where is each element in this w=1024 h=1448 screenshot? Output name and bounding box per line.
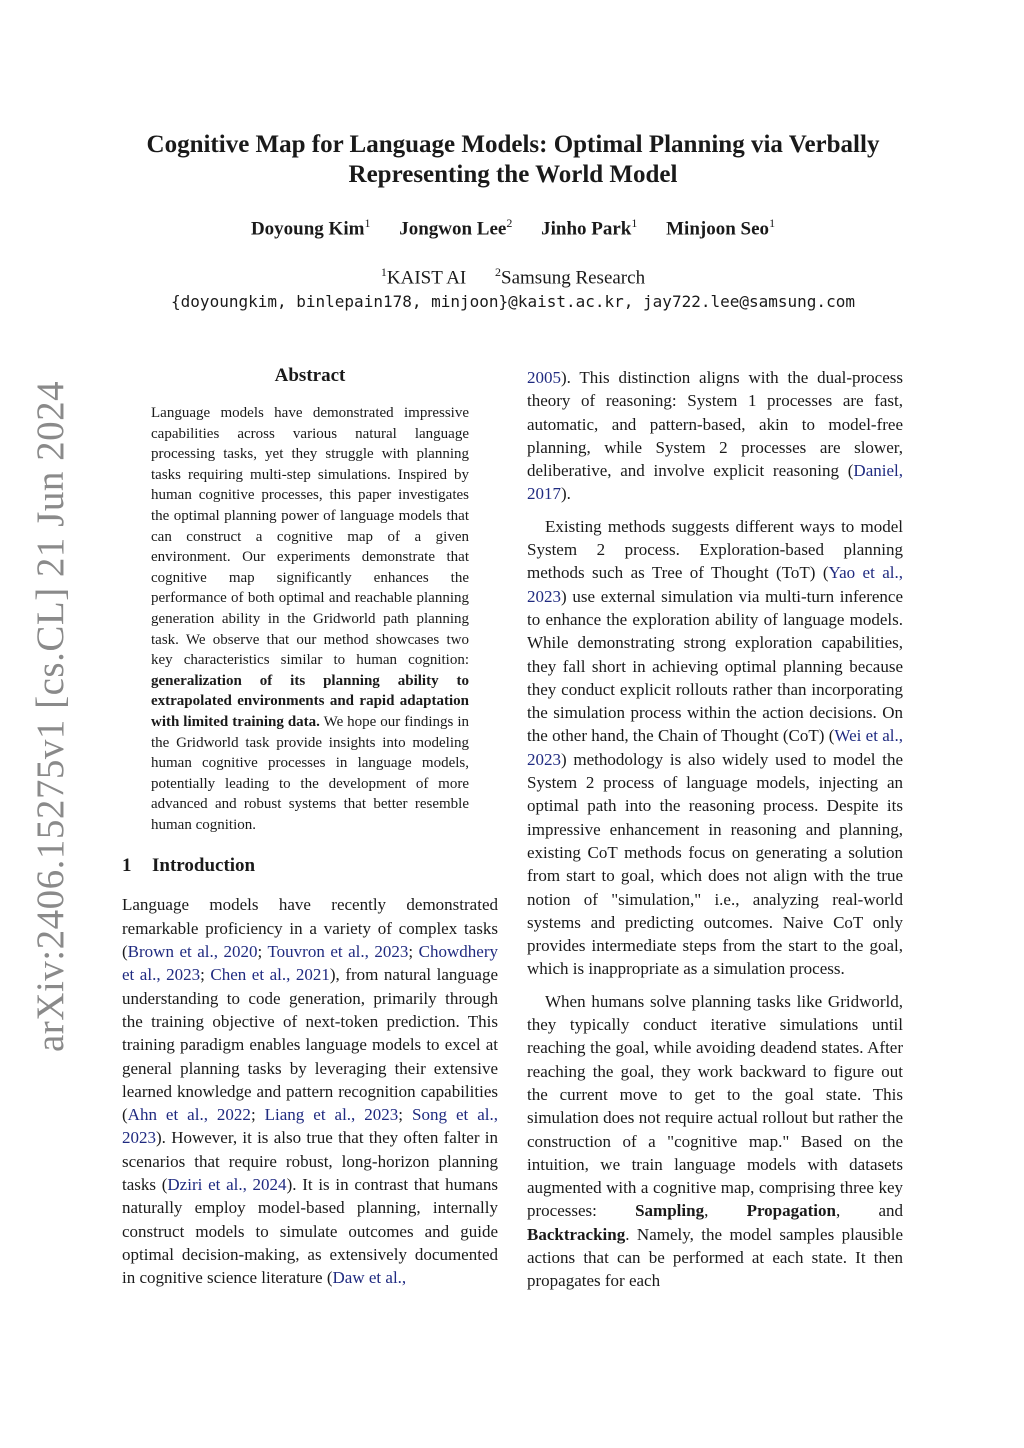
author-name: Minjoon Seo bbox=[666, 218, 770, 240]
abstract-bold-text: generalization of its planning ability to extrapolated environments and rapid adaptation with limited training data. bbox=[151, 672, 469, 730]
author bbox=[541, 216, 637, 240]
left-column bbox=[122, 365, 498, 1290]
right-column bbox=[527, 366, 903, 1293]
abstract-text: Language models have demonstrated impressive capabilities across various natural language processing tasks, yet they struggle with planning tasks requiring multi-step simulations. Inspired by human cognitive processes, this paper investigates the optimal planning power of language models that can construct a cognitive map of a given environment. Our experiments demonstrate that cognitive map significantly enhances the performance of both optimal and reachable planning generation ability in the Gridworld path planning task. We observe that our method showcases two key characteristics similar to human cognition: bbox=[151, 405, 469, 669]
author-name: Jinho Park bbox=[541, 218, 632, 240]
author-emails: {doyoungkim, binlepain178, minjoon}@kaist.ac.kr, jay722.lee@samsung.com bbox=[171, 292, 855, 311]
abstract-heading: Abstract bbox=[274, 365, 346, 386]
section-heading-introduction bbox=[122, 855, 498, 877]
citation-link[interactable]: Daniel, 2017 bbox=[527, 461, 903, 504]
section-title: Introduction bbox=[152, 855, 256, 877]
author-name: Doyoung Kim bbox=[250, 218, 365, 240]
author-name: Jongwon Lee bbox=[399, 218, 507, 240]
affiliation bbox=[381, 265, 466, 289]
affiliation-name: KAIST AI bbox=[386, 267, 467, 289]
citation-link[interactable]: Chen et al., 2021 bbox=[210, 965, 330, 985]
section-number: 1 bbox=[122, 855, 132, 877]
paper-title: Cognitive Map for Language Models: Optimal Planning via Verbally Representing the World Model bbox=[146, 131, 880, 188]
citation-link[interactable]: Song et al., 2023 bbox=[122, 1105, 498, 1148]
intro-paragraph-2: Existing methods suggests different ways to model System 2 process. Exploration-based planning methods such as Tree of Thought (ToT) (Yao et al., 2023) use external simulation via multi-turn inference to enhance the exploration ability of language models. While demonstrating strong exploration capabilities, they fall short in achieving optimal planning because they conduct explicit rollouts rather than incorporating the simulation process within the action decisions. On the other hand, the Chain of Thought (CoT) (Wei et al., 2023) methodology is also widely used to model the System 2 process of language models, injecting an optimal path into the reasoning process. Despite its impressive enhancement in reasoning and planning, existing CoT methods focus on generating a solution from start to goal, which does not align with the true notion of "simulation," i.e., analyzing real-world systems and predicting outcomes. Naive CoT only provides intermediate steps from the start to the goal, which is inappropriate as a simulation process. bbox=[527, 516, 903, 979]
affiliation-list bbox=[110, 265, 916, 289]
affiliation-marker: 1 bbox=[631, 216, 638, 230]
citation-link[interactable]: Chowdhery et al., 2023 bbox=[122, 942, 498, 985]
citation-link[interactable]: Touvron et al., 2023 bbox=[267, 942, 409, 962]
citation-link[interactable]: Liang et al., 2023 bbox=[264, 1105, 399, 1125]
author bbox=[666, 216, 775, 240]
bold-term: Propagation bbox=[746, 1201, 836, 1221]
affiliation-marker: 1 bbox=[380, 265, 387, 279]
intro-paragraph-1-continued: 2005). This distinction aligns with the dual-process theory of reasoning: System 1 processes are fast, automatic, and pattern-based, akin to model-free planning, while System 2 processes are slower, deliberative, and involve explicit reasoning (Daniel, 2017). bbox=[527, 368, 903, 504]
intro-paragraph-1: Language models have recently demonstrated remarkable proficiency in a variety of complex tasks (Brown et al., 2020; Touvron et al., 2023; Chowdhery et al., 2023; Chen et al., 2021), from natural language understanding to code generation, primarily through the training objective of next-token prediction. This training paradigm enables language models to excel at general planning tasks by leveraging their extensive learned knowledge and pattern recognition capabilities (Ahn et al., 2022; Liang et al., 2023; Song et al., 2023). However, it is also true that they often falter in scenarios that require robust, long-horizon planning tasks (Dziri et al., 2024). It is in contrast that humans naturally employ model-based planning, internally construct models to simulate outcomes and guide optimal decision-making, as extensively documented in cognitive science literature (Daw et al., bbox=[122, 895, 498, 1288]
citation-link[interactable]: Wei et al., 2023 bbox=[527, 726, 903, 769]
abstract-text: We hope our findings in the Gridworld task provide insights into modeling human cognitive processes in language models, potentially leading to the development of more advanced and robust systems that better resemble human cognition. bbox=[151, 713, 469, 833]
intro-paragraph-3: When humans solve planning tasks like Gridworld, they typically conduct iterative simulations until reaching the goal, while avoiding deadend states. After reaching the goal, they work backward to figure out the current move to get to the goal state. This simulation does not require actual rollout but rather the construction of a "cognitive map." Based on the intuition, we train language models with datasets augmented with a cognitive map, comprising three key processes: Sampling, Propagation, and Backtracking. Namely, the model samples plausible actions that can be performed at each state. It then propagates for each bbox=[527, 991, 904, 1291]
bold-term: Sampling bbox=[635, 1201, 705, 1221]
affiliation-marker: 2 bbox=[495, 265, 502, 279]
affiliation bbox=[495, 265, 645, 289]
affiliation-name: Samsung Research bbox=[501, 267, 646, 289]
author bbox=[251, 216, 371, 240]
arxiv-side-stamp: arXiv:2406.15275v1 [cs.CL] 21 Jun 2024 bbox=[29, 380, 72, 1052]
citation-link[interactable]: Ahn et al., 2022 bbox=[127, 1105, 251, 1125]
author bbox=[399, 216, 512, 240]
affiliation-marker: 1 bbox=[364, 216, 371, 230]
bold-term: Backtracking bbox=[527, 1224, 626, 1244]
author-list bbox=[110, 216, 916, 240]
citation-link[interactable]: Daw et al., bbox=[332, 1268, 407, 1288]
affiliation-marker: 1 bbox=[769, 216, 776, 230]
abstract-body bbox=[151, 403, 469, 835]
affiliation-marker: 2 bbox=[506, 216, 513, 230]
citation-link[interactable]: Dziri et al., 2024 bbox=[167, 1175, 287, 1195]
citation-link[interactable]: Brown et al., 2020 bbox=[127, 942, 258, 962]
citation-link[interactable]: 2005 bbox=[527, 368, 561, 387]
citation-link[interactable]: Yao et al., 2023 bbox=[527, 563, 903, 606]
